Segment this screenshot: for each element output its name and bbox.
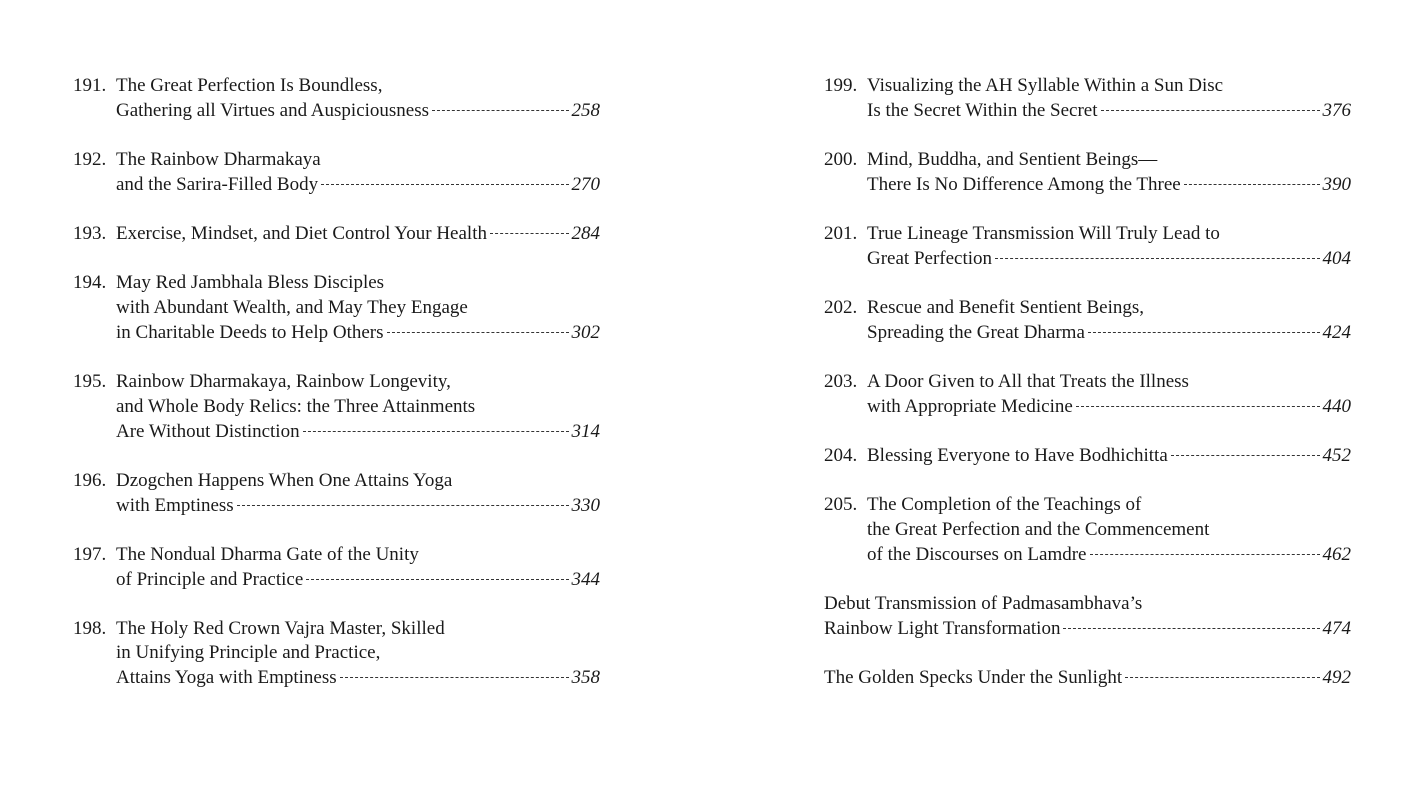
entry-title-line: Attains Yoga with Emptiness [116, 667, 337, 689]
entry-title-line: Dzogchen Happens When One Attains Yoga [116, 469, 453, 491]
entry-title-line: Rescue and Benefit Sentient Beings, [867, 296, 1145, 318]
entry-page-number: 404 [1322, 247, 1351, 269]
entry-title-line: The Rainbow Dharmakaya [116, 148, 321, 170]
toc-entry [73, 543, 600, 593]
toc-entry [824, 370, 1351, 420]
entry-number: 201. [824, 222, 858, 244]
entry-title [116, 148, 600, 198]
entry-number: 196. [73, 469, 107, 491]
entry-last-line [867, 444, 1351, 469]
entry-page-number: 390 [1322, 173, 1351, 195]
entry-title-line: Debut Transmission of Padmasambhava’s [824, 592, 1143, 614]
dotted-leader [995, 258, 1319, 259]
entry-page-number: 344 [571, 568, 600, 590]
entry-last-line [824, 617, 1351, 642]
dotted-leader [303, 431, 569, 432]
entry-title-line: Rainbow Dharmakaya, Rainbow Longevity, [116, 370, 451, 392]
entry-title [116, 370, 600, 444]
dotted-leader [1171, 455, 1320, 456]
entry-title [116, 543, 600, 593]
dotted-leader [340, 677, 569, 678]
entry-last-line [867, 173, 1351, 198]
dotted-leader [1076, 406, 1320, 407]
entry-number: 202. [824, 296, 858, 318]
entry-title [116, 469, 600, 519]
entry-title-line: and the Sarira-Filled Body [116, 173, 319, 195]
dotted-leader [387, 332, 569, 333]
entry-title-line: with Abundant Wealth, and May They Engage [116, 296, 468, 318]
entry-number: 204. [824, 444, 858, 466]
entry-number: 200. [824, 148, 858, 170]
entry-last-line [116, 222, 600, 247]
dotted-leader [1088, 332, 1320, 333]
toc-right-column [824, 74, 1351, 715]
entry-title [116, 271, 600, 345]
entry-title [824, 592, 1351, 642]
dotted-leader [237, 505, 569, 506]
entry-last-line [867, 321, 1351, 346]
dotted-leader [1090, 554, 1320, 555]
entry-page-number: 358 [571, 667, 600, 689]
entry-title-line: A Door Given to All that Treats the Illness [867, 370, 1189, 392]
entry-title [867, 444, 1351, 469]
entry-page-number: 330 [571, 494, 600, 516]
toc-entry [824, 493, 1351, 567]
entry-title-line: of the Discourses on Lamdre [867, 543, 1087, 565]
entry-number: 191. [73, 75, 107, 96]
entry-number: 192. [73, 148, 107, 170]
entry-page-number: 492 [1322, 666, 1351, 688]
dotted-leader [1063, 628, 1319, 629]
toc-entry [824, 592, 1351, 642]
entry-number: 205. [824, 494, 858, 516]
entry-page-number: 452 [1322, 444, 1351, 466]
entry-last-line [116, 666, 600, 691]
entry-page-number: 302 [571, 321, 600, 343]
entry-last-line [116, 568, 600, 593]
entry-number: 193. [73, 222, 107, 244]
entry-title [824, 666, 1351, 691]
entry-title-line: Great Perfection [867, 247, 993, 269]
entry-page-number: 376 [1322, 99, 1351, 121]
entry-number: 199. [824, 75, 858, 96]
dotted-leader [432, 110, 568, 111]
entry-last-line [824, 666, 1351, 691]
toc-entry [73, 222, 600, 247]
dotted-leader [1184, 184, 1320, 185]
entry-title-line: the Great Perfection and the Commencement [867, 518, 1210, 540]
entry-title [116, 617, 600, 691]
entry-title-line: May Red Jambhala Bless Disciples [116, 272, 385, 294]
entry-title [867, 74, 1351, 124]
toc-entry [73, 617, 600, 691]
entry-title-line: with Appropriate Medicine [867, 395, 1073, 417]
entry-page-number: 258 [571, 99, 600, 121]
entry-title [867, 148, 1351, 198]
entry-title [867, 370, 1351, 420]
entry-title-line: Visualizing the AH Syllable Within a Sun Disc [867, 75, 1224, 96]
entry-title-line: The Golden Specks Under the Sunlight [824, 666, 1123, 688]
entry-title-line: Is the Secret Within the Secret [867, 99, 1098, 121]
entry-title-line: Exercise, Mindset, and Diet Control Your Health [116, 222, 487, 244]
entry-last-line [867, 395, 1351, 420]
entry-page-number: 284 [571, 222, 600, 244]
toc-entry [73, 148, 600, 198]
entry-page-number: 270 [571, 173, 600, 195]
dotted-leader [306, 579, 568, 580]
entry-title-line: True Lineage Transmission Will Truly Lead to [867, 222, 1220, 244]
toc-entry [824, 222, 1351, 272]
entry-title-line: Gathering all Virtues and Auspiciousness [116, 99, 430, 121]
entry-title-line: The Nondual Dharma Gate of the Unity [116, 543, 419, 565]
entry-title-line: of Principle and Practice [116, 568, 304, 590]
entry-title-line: Blessing Everyone to Have Bodhichitta [867, 444, 1168, 466]
toc-entry [824, 296, 1351, 346]
entry-title-line: Rainbow Light Transformation [824, 617, 1061, 639]
entry-title-line: Spreading the Great Dharma [867, 321, 1085, 343]
entry-last-line [116, 173, 600, 198]
dotted-leader [321, 184, 568, 185]
toc-entry [824, 666, 1351, 691]
entry-title [116, 222, 600, 247]
entry-title-line: and Whole Body Relics: the Three Attainments [116, 395, 476, 417]
entry-number: 195. [73, 370, 107, 392]
entry-page-number: 314 [571, 420, 600, 442]
entry-number: 198. [73, 617, 107, 639]
toc-entry [73, 370, 600, 444]
entry-title [867, 493, 1351, 567]
entry-title-line: There Is No Difference Among the Three [867, 173, 1181, 195]
entry-title-line: with Emptiness [116, 494, 234, 516]
entry-title-line: The Holy Red Crown Vajra Master, Skilled [116, 617, 445, 639]
entry-last-line [116, 494, 600, 519]
entry-page-number: 424 [1322, 321, 1351, 343]
entry-title [867, 222, 1351, 272]
entry-title-line: The Great Perfection Is Boundless, [116, 75, 383, 96]
entry-last-line [116, 99, 600, 124]
toc-entry [73, 469, 600, 519]
entry-number: 194. [73, 272, 107, 294]
entry-title-line: Are Without Distinction [116, 420, 300, 442]
entry-title [867, 296, 1351, 346]
toc-left-column [73, 74, 600, 715]
entry-page-number: 440 [1322, 395, 1351, 417]
dotted-leader [490, 233, 569, 234]
entry-title-line: in Unifying Principle and Practice, [116, 642, 381, 664]
entry-last-line [867, 99, 1351, 124]
entry-title-line: Mind, Buddha, and Sentient Beings— [867, 148, 1158, 170]
entry-page-number: 462 [1322, 543, 1351, 565]
entry-number: 203. [824, 370, 858, 392]
entry-last-line [116, 321, 600, 346]
entry-last-line [116, 420, 600, 445]
toc-entry [824, 148, 1351, 198]
toc-entry [824, 74, 1351, 124]
entry-title [116, 74, 600, 124]
dotted-leader [1125, 677, 1319, 678]
toc-entry [73, 74, 600, 124]
entry-last-line [867, 247, 1351, 272]
entry-title-line: in Charitable Deeds to Help Others [116, 321, 384, 343]
dotted-leader [1101, 110, 1320, 111]
toc-entry [824, 444, 1351, 469]
entry-title-line: The Completion of the Teachings of [867, 494, 1142, 516]
entry-page-number: 474 [1322, 617, 1351, 639]
toc-entry [73, 271, 600, 345]
entry-number: 197. [73, 543, 107, 565]
entry-last-line [867, 543, 1351, 568]
